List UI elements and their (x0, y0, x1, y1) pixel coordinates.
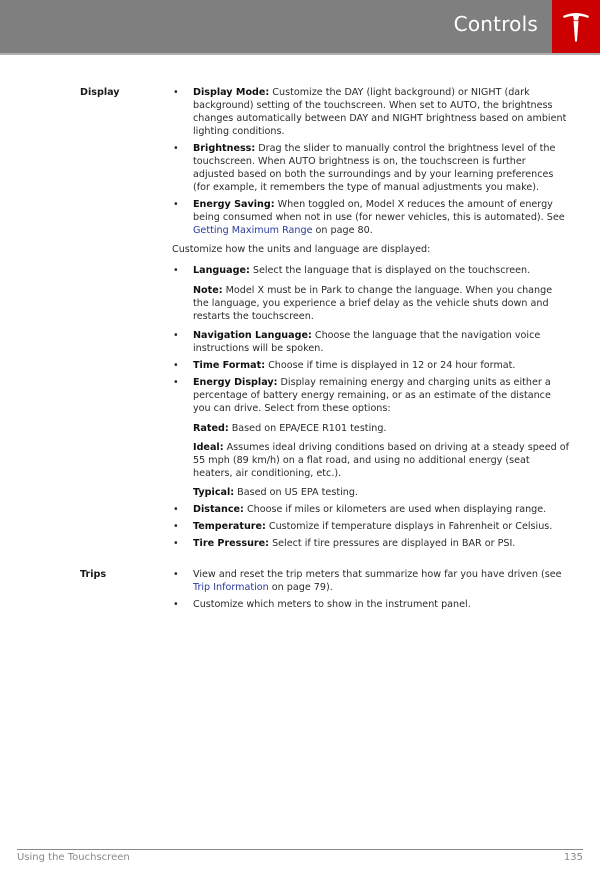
display-settings-list (172, 86, 570, 237)
section-trips (0, 568, 600, 615)
language-note (193, 284, 570, 323)
section-label-display: Display (80, 87, 120, 98)
footer-divider (17, 849, 583, 850)
term: Energy Saving: (193, 199, 275, 210)
option-term: Ideal: (193, 442, 224, 453)
list-item-language (172, 264, 570, 323)
trip-information-link[interactable]: Trip Information (193, 582, 269, 593)
energy-option-typical (193, 486, 570, 499)
units-language-list (172, 264, 570, 550)
term: Language: (193, 265, 250, 276)
list-item-energy-saving (172, 198, 570, 237)
term: Brightness: (193, 143, 256, 154)
units-intro: Customize how the units and language are displayed: (172, 244, 431, 255)
section-label-trips: Trips (80, 569, 107, 580)
footer-chapter: Using the Touchscreen (17, 852, 130, 863)
term: Display Mode: (193, 87, 270, 98)
description: When toggled on, Model X reduces the amount of energy being consumed when not in use (for newer vehicles, this is automated). See (193, 199, 565, 223)
list-item-distance (172, 503, 570, 516)
list-item-temperature (172, 520, 570, 533)
bullet: • (173, 504, 179, 515)
description: Select if tire pressures are displayed in BAR or PSI. (269, 538, 516, 549)
getting-maximum-range-link[interactable]: Getting Maximum Range (193, 225, 313, 236)
energy-option-ideal (193, 441, 570, 480)
section-body-trips (172, 568, 570, 615)
list-item-brightness (172, 142, 570, 194)
option-text: Assumes ideal driving conditions based on driving at a steady speed of 55 mph (89 km/h) on a flat road, and using no additional energy (seat heaters, air conditioning, etc.). (193, 442, 569, 479)
bullet: • (173, 521, 179, 532)
trips-list (172, 568, 570, 611)
term: Time Format: (193, 360, 266, 371)
term: Navigation Language: (193, 330, 312, 341)
bullet: • (173, 599, 179, 610)
option-text: Based on EPA/ECE R101 testing. (228, 423, 387, 434)
bullet: • (173, 330, 179, 341)
description: Choose the language that the navigation voice instructions will be spoken. (193, 330, 541, 354)
bullet: • (173, 143, 179, 154)
bullet: • (173, 569, 179, 580)
section-display (0, 86, 600, 554)
description: Choose if miles or kilometers are used when displaying range. (243, 504, 547, 515)
tesla-logo-icon (561, 11, 591, 43)
description: Display remaining energy and charging units as either a percentage of battery energy remaining, or as an estimate of the distance you can drive. Select from these options: (193, 377, 551, 414)
description: Customize if temperature displays in Fahrenheit or Celsius. (265, 521, 553, 532)
section-body-display (172, 86, 570, 554)
bullet: • (173, 87, 179, 98)
option-term: Typical: (193, 487, 235, 498)
description: View and reset the trip meters that summarize how far you have driven (see (193, 569, 562, 580)
page-header (0, 0, 600, 55)
page-number: 135 (563, 852, 583, 863)
page-content (0, 86, 600, 615)
bullet: • (173, 360, 179, 371)
list-item-energy-display (172, 376, 570, 499)
description-tail: on page 79). (268, 582, 333, 593)
description: Drag the slider to manually control the brightness level of the touchscreen. When AUTO brightness is on, the touchscreen is further adjusted based on both the surroundings and by your learning preferences (for example, it remembers the type of manual adjustments you make). (193, 143, 556, 193)
list-item-instrument-panel-meters (172, 598, 570, 611)
bullet: • (173, 199, 179, 210)
list-item-trip-meters (172, 568, 570, 594)
option-text: Based on US EPA testing. (234, 487, 358, 498)
list-item-navigation-language (172, 329, 570, 355)
list-item-tire-pressure (172, 537, 570, 550)
term: Distance: (193, 504, 244, 515)
description-tail: on page 80. (312, 225, 373, 236)
energy-option-rated (193, 422, 570, 435)
bullet: • (173, 538, 179, 549)
description: Choose if time is displayed in 12 or 24 hour format. (265, 360, 516, 371)
description: Customize the DAY (light background) or NIGHT (dark background) setting of the touchscreen. When set to AUTO, the brightness changes automatically between DAY and NIGHT brightness based on ambient lighting conditions. (193, 87, 567, 137)
term: Tire Pressure: (193, 538, 270, 549)
note-text: Model X must be in Park to change the language. When you change the language, you experience a brief delay as the vehicle shuts down and restarts the touchscreen. (193, 285, 553, 322)
list-item-time-format (172, 359, 570, 372)
bullet: • (173, 377, 179, 388)
term: Energy Display: (193, 377, 278, 388)
option-term: Rated: (193, 423, 229, 434)
brand-logo-box (552, 0, 600, 53)
term: Temperature: (193, 521, 266, 532)
note-term: Note: (193, 285, 223, 296)
chapter-title: Controls (453, 12, 538, 36)
description: Customize which meters to show in the instrument panel. (193, 599, 471, 610)
description: Select the language that is displayed on the touchscreen. (249, 265, 531, 276)
list-item-display-mode (172, 86, 570, 138)
bullet: • (173, 265, 179, 276)
